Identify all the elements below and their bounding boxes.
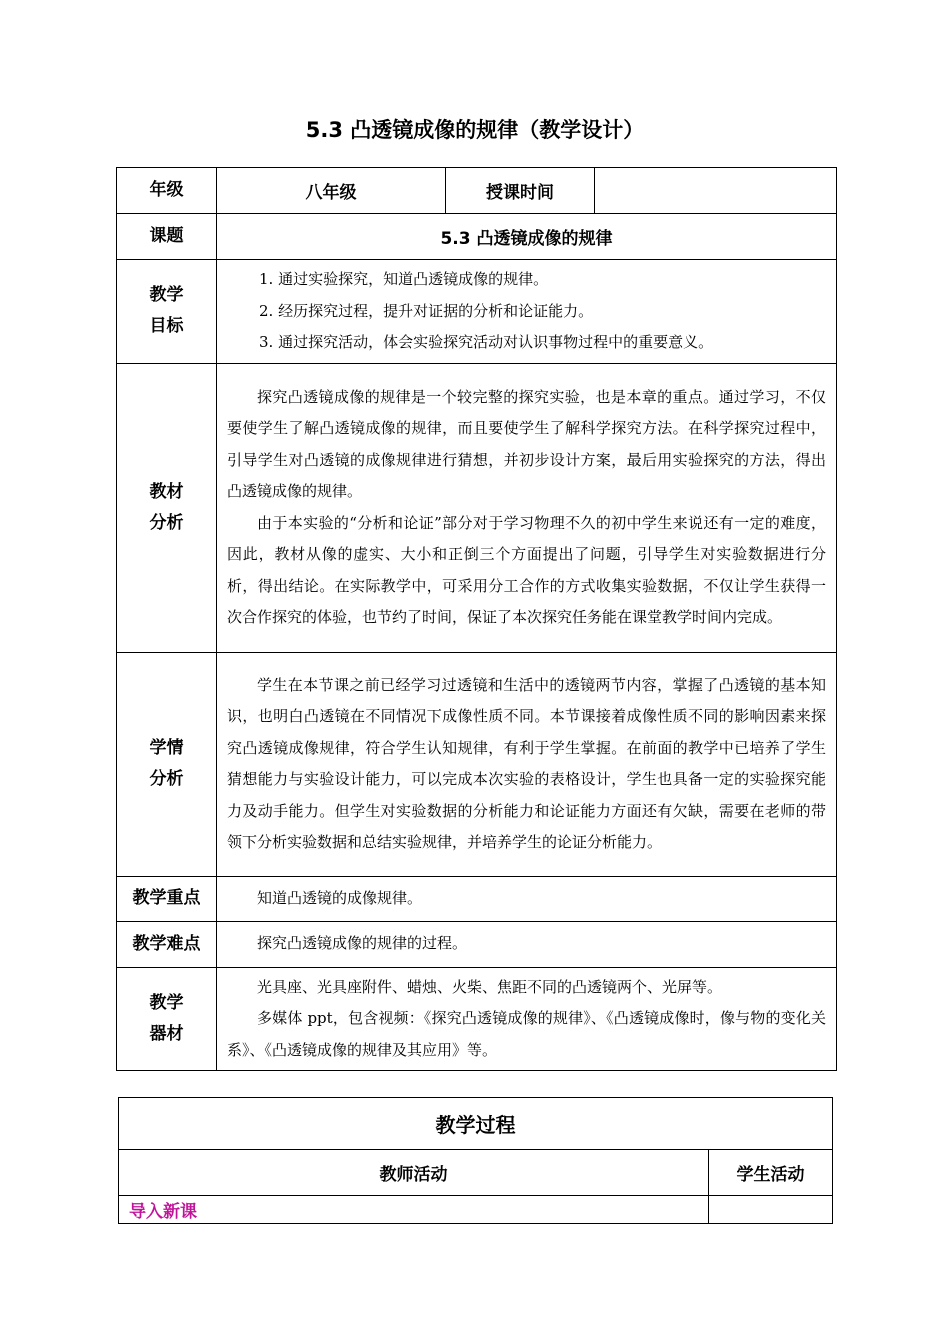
equipment-label-line-2: 器材 xyxy=(149,1023,184,1044)
intro-row xyxy=(119,1196,833,1224)
equipment-content xyxy=(217,967,837,1071)
process-title: 教学过程 xyxy=(119,1098,833,1150)
student-analysis-label xyxy=(117,652,217,876)
topic-label: 课题 xyxy=(117,214,217,260)
student-activity-header: 学生活动 xyxy=(709,1150,833,1196)
teacher-activity-header: 教师活动 xyxy=(119,1150,709,1196)
teaching-process-table xyxy=(118,1097,833,1224)
student-analysis-row xyxy=(117,652,837,876)
goals-content xyxy=(217,260,837,364)
process-header-row xyxy=(119,1150,833,1196)
material-label-line-2: 分析 xyxy=(149,512,184,533)
goals-label-line-2: 目标 xyxy=(149,316,184,337)
topic-value: 5.3 凸透镜成像的规律 xyxy=(217,214,837,260)
goal-item: 3. 通过探究活动，体会实验探究活动对认识事物过程中的重要意义。 xyxy=(259,333,714,351)
lesson-info-table xyxy=(116,167,837,1071)
goals-label-line-1: 教学 xyxy=(149,285,184,306)
student-label-line-2: 分析 xyxy=(149,769,184,789)
equipment-row xyxy=(117,967,837,1071)
key-point-label: 教学重点 xyxy=(117,876,217,921)
intro-section-label: 导入新课 xyxy=(119,1196,709,1224)
difficulty-text: 探究凸透镜成像的规律的过程。 xyxy=(257,934,468,953)
class-time-value xyxy=(595,168,837,214)
key-point-text: 知道凸透镜的成像规律。 xyxy=(257,888,423,907)
topic-row xyxy=(117,214,837,260)
grade-value: 八年级 xyxy=(217,168,446,214)
material-paragraph: 探究凸透镜成像的规律是一个较完整的探究实验，也是本章的重点。通过学习，不仅要使学生了解凸透镜成像的规律，而且要使学生了解科学探究方法。在科学探究过程中，引导学生对凸透镜的成像规律进行猜想，并初步设计方案，最后用实验探究的方法，得出凸透镜成像的规律。 xyxy=(227,387,826,500)
page-title: 5.3 凸透镜成像的规律（教学设计） xyxy=(305,118,645,142)
goals-row xyxy=(117,260,837,364)
goals-label xyxy=(117,260,217,364)
material-analysis-label xyxy=(117,363,217,652)
difficulty-content xyxy=(217,921,837,967)
key-point-row xyxy=(117,876,837,921)
difficulty-row xyxy=(117,921,837,967)
goal-item: 1. 通过实验探究，知道凸透镜成像的规律。 xyxy=(259,270,549,288)
grade-label: 年级 xyxy=(117,168,217,214)
equipment-paragraph: 光具座、光具座附件、蜡烛、火柴、焦距不同的凸透镜两个、光屏等。 xyxy=(257,977,723,996)
intro-student-cell xyxy=(709,1196,833,1224)
equipment-label-line-1: 教学 xyxy=(149,992,184,1013)
material-label-line-1: 教材 xyxy=(149,481,184,502)
class-time-label: 授课时间 xyxy=(446,168,595,214)
goal-item: 2. 经历探究过程，提升对证据的分析和论证能力。 xyxy=(259,301,594,320)
student-analysis-content xyxy=(217,652,837,876)
key-point-content xyxy=(217,876,837,921)
material-analysis-row xyxy=(117,363,837,652)
grade-row xyxy=(117,168,837,214)
process-title-row xyxy=(119,1098,833,1150)
equipment-label xyxy=(117,967,217,1071)
student-paragraph: 学生在本节课之前已经学习过透镜和生活中的透镜两节内容，掌握了凸透镜的基本知识，也明白凸透镜在不同情况下成像性质不同。本节课接着成像性质不同的影响因素来探究凸透镜成像规律，符合学生认知规律，有利于学生掌握。在前面的教学中已培养了学生猜想能力与实验设计能力，可以完成本次实验的表格设计，学生也具备一定的实验探究能力及动手能力。但学生对实验数据的分析能力和论证能力方面还有欠缺，需要在老师的带领下分析实验数据和总结实验规律，并培养学生的论证分析能力。 xyxy=(227,675,826,851)
material-analysis-content xyxy=(217,363,837,652)
student-label-line-1: 学情 xyxy=(149,738,184,758)
equipment-paragraph: 多媒体 ppt，包含视频：《探究凸透镜成像的规律》、《凸透镜成像时，像与物的变化关系》、《凸透镜成像的规律及其应用》等。 xyxy=(227,1009,826,1059)
material-paragraph: 由于本实验的“分析和论证”部分对于学习物理不久的初中学生来说还有一定的难度，因此，教材从像的虚实、大小和正倒三个方面提出了问题，引导学生对实验数据进行分析，得出结论。在实际教学中，可采用分工合作的方式收集实验数据，不仅让学生获得一次合作探究的体验，也节约了时间，保证了本次探究任务能在课堂教学时间内完成。 xyxy=(227,513,826,626)
difficulty-label: 教学难点 xyxy=(117,921,217,967)
